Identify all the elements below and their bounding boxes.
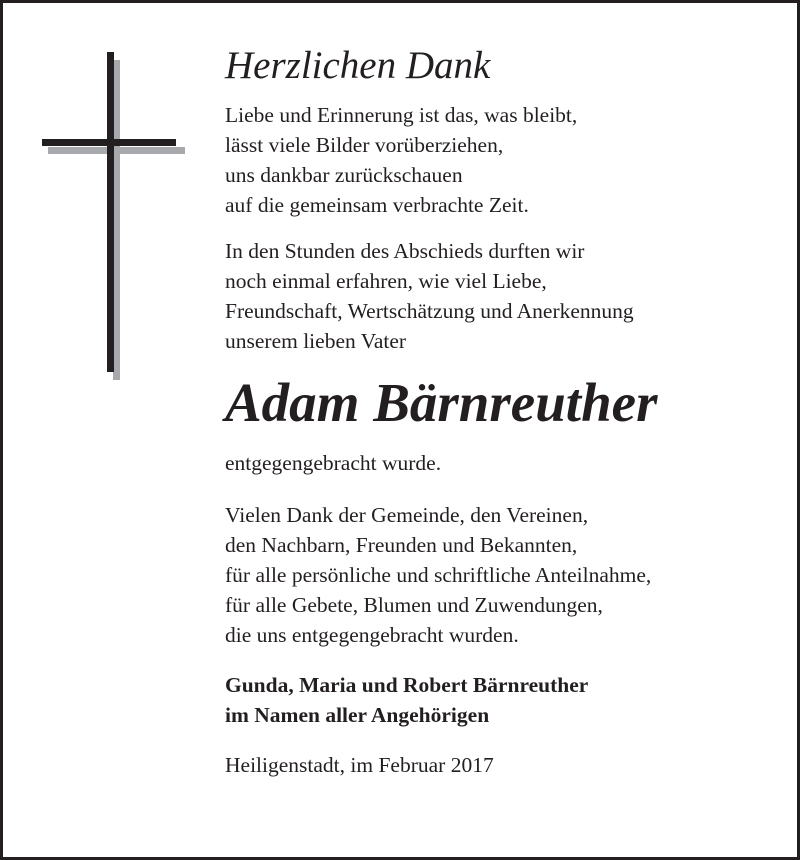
intro-text bbox=[225, 236, 785, 356]
thanks-line: die uns entgegengebracht wurden. bbox=[225, 623, 519, 647]
intro-line: Freundschaft, Wertschätzung und Anerkennung bbox=[225, 299, 634, 323]
thanks-text bbox=[225, 500, 785, 650]
signature bbox=[225, 670, 785, 730]
thanks-line: für alle persönliche und schriftliche Anteilnahme, bbox=[225, 563, 652, 587]
intro-line: noch einmal erfahren, wie viel Liebe, bbox=[225, 269, 547, 293]
place-date-line: Heiligenstadt, im Februar 2017 bbox=[225, 753, 494, 777]
deceased-name: Adam Bärnreuther bbox=[225, 372, 658, 433]
thanks-line: Vielen Dank der Gemeinde, den Vereinen, bbox=[225, 503, 589, 527]
poem-line: lässt viele Bilder vorüberziehen, bbox=[225, 133, 504, 157]
intro-line: unserem lieben Vater bbox=[225, 329, 407, 353]
notice-content bbox=[225, 41, 785, 780]
place-date bbox=[225, 750, 785, 780]
thanks-line: den Nachbarn, Freunden und Bekannten, bbox=[225, 533, 578, 557]
signature-line: Gunda, Maria und Robert Bärnreuther bbox=[225, 673, 589, 697]
intro-line: In den Stunden des Abschieds durften wir bbox=[225, 239, 585, 263]
poem-line: uns dankbar zurückschauen bbox=[225, 163, 463, 187]
signature-line: im Namen aller Angehörigen bbox=[225, 703, 490, 727]
notice-title: Herzlichen Dank bbox=[225, 44, 491, 87]
thanks-line: für alle Gebete, Blumen und Zuwendungen, bbox=[225, 593, 603, 617]
poem bbox=[225, 100, 785, 220]
after-name-line: entgegengebracht wurde. bbox=[225, 451, 442, 475]
poem-line: auf die gemeinsam verbrachte Zeit. bbox=[225, 193, 529, 217]
poem-line: Liebe und Erinnerung ist das, was bleibt, bbox=[225, 103, 578, 127]
after-name-text bbox=[225, 448, 785, 478]
